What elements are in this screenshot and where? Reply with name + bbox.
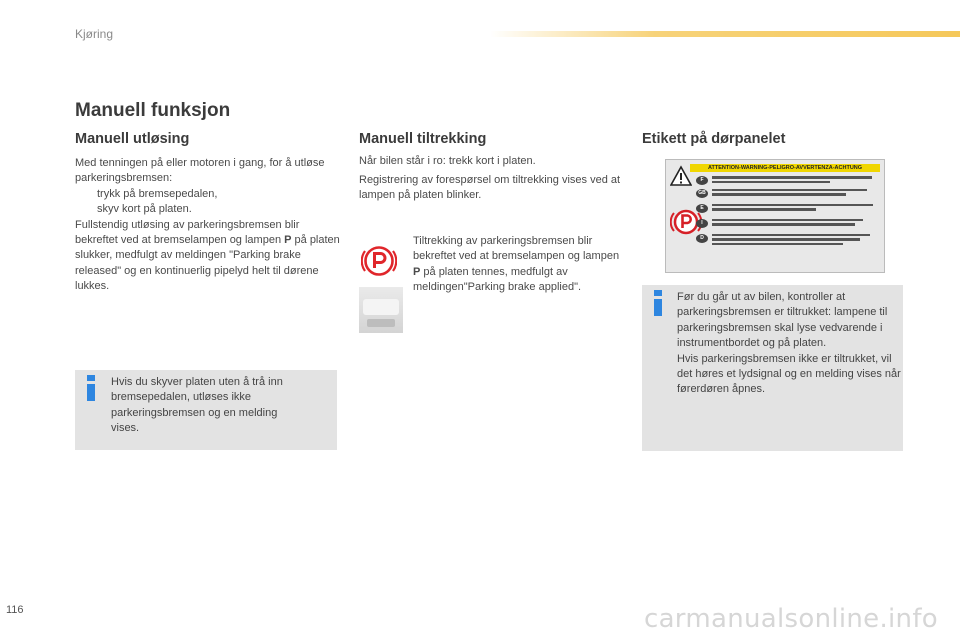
label-language-rows — [696, 175, 882, 245]
info-box-release — [75, 370, 337, 450]
section-label: Kjøring — [75, 27, 114, 41]
intro-text: Med tenningen på eller motoren i gang, for å utløse parkeringsbremsen: — [75, 157, 325, 185]
label-row: F — [696, 175, 882, 188]
apply-text-1: Når bilen står i ro: trekk kort i platen. — [359, 155, 536, 167]
parking-switch-image — [359, 287, 403, 333]
heading-door-label: Etikett på dørpanelet — [642, 131, 786, 147]
release-confirm-text: Fullstendig utløsing av parkeringsbremsen blir bekreftet ved at bremselampen og lampen P på platen slukker, medfulgt av meldingen "Parking brake released" og en kontinuerlig pipelyd helt til dørene lukkes. — [75, 218, 340, 293]
page-title: Manuell funksjon — [75, 100, 231, 121]
warning-triangle-icon — [670, 165, 692, 187]
manual-release-text — [75, 156, 340, 295]
watermark: carmanualsonline.info — [643, 604, 938, 634]
parking-brake-icon — [361, 243, 397, 279]
label-row: E — [696, 203, 882, 218]
heading-manual-apply: Manuell tiltrekking — [359, 131, 487, 147]
label-banner: ATTENTION-WARNING-PELIGRO-AVVERTENZA-ACHTUNG — [690, 164, 880, 172]
info-icon — [86, 375, 96, 401]
info-icon — [653, 290, 663, 316]
info-box-door — [642, 285, 903, 451]
info-text-door: Før du går ut av bilen, kontroller at parkeringsbremsen er tiltrukket: lampene til parkeringsbremsen skal lyse vedvarende i instrumentbordet og på platen. Hvis parkeringsbremsen ikke er tiltrukket, vil det høres et lydsignal og en melding vises når førerdøren åpnes. — [677, 291, 901, 396]
info-text: Hvis du skyver platen uten å trå inn bremsepedalen, utløses ikke parkeringsbremsen og en melding vises. — [111, 376, 283, 435]
apply-text-2: Registrering av forespørsel om tiltrekking vises ved at lampen på platen blinker. — [359, 174, 621, 202]
label-row: GB — [696, 188, 882, 203]
heading-manual-release: Manuell utløsing — [75, 131, 190, 147]
header-bar — [490, 31, 960, 37]
bullet-item: trykk på bremsepedalen, — [97, 187, 218, 200]
label-row: I — [696, 218, 882, 233]
page-number: 116 — [6, 604, 24, 616]
apply-confirm-text: Tiltrekking av parkeringsbremsen blir bekreftet ved at bremselampen og lampen P på platen tennes, medfulgt av meldingen"Parking brake applied". — [413, 235, 620, 294]
bullet-item: skyv kort på platen. — [97, 203, 192, 216]
door-panel-label-image — [665, 159, 885, 273]
label-row: D — [696, 233, 882, 246]
